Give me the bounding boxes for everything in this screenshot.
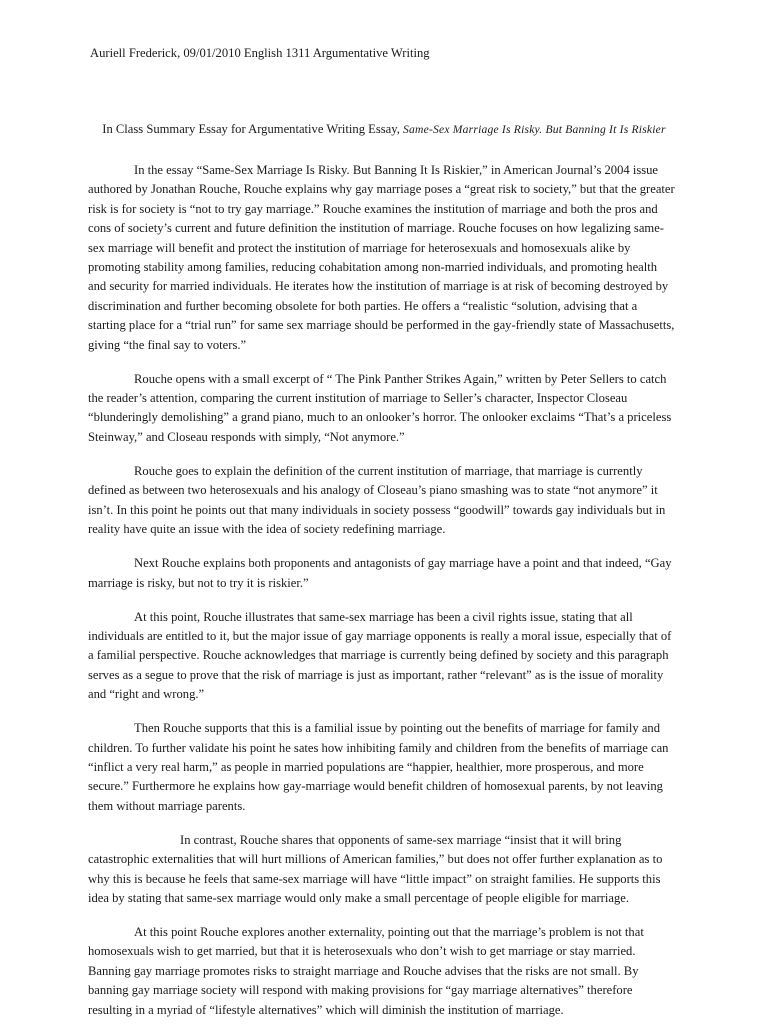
paragraph-6: Then Rouche supports that this is a familial issue by pointing out the benefits of marriage for family and children. To further validate his point he sates how inhibiting family and children from the benefits of marriage can “inflict a very real harm,” as people in married populations are “happier, healthier, more prosperous, and more secure.” Furthermore he explains how gay-marriage would benefit children of homosexual parents, by not leaving them without marriage parents. xyxy=(88,721,669,813)
paragraph-4: Next Rouche explains both proponents and antagonists of gay marriage have a point and that indeed, “Gay marriage is risky, but not to try it is riskier.” xyxy=(88,556,672,590)
essay-title xyxy=(88,120,680,139)
paragraph-8: At this point Rouche explores another externality, pointing out that the marriage’s problem is not that homosexuals wish to get married, but that it is heterosexuals who don’t wish to get marriage or stay married. Banning gay marriage promotes risks to straight marriage and Rouche advises that the risks are not small. By banning gay marriage society will respond with making provisions for “gay marriage alternatives” therefore resulting in a myriad of “lifestyle alternatives” which will diminish the institution of marriage. xyxy=(88,924,644,1017)
paragraph-2: Rouche opens with a small excerpt of “ The Pink Panther Strikes Again,” written by Peter Sellers to catch the reader’s attention, comparing the current institution of marriage to Seller’s character, Inspector Closeau “blunderingly demolishing” a grand piano, much to an onlooker’s horror. The onlooker exclaims “That’s a priceless Steinway,” and Closeau responds with simply, “Not anymore.” xyxy=(88,371,672,444)
title-plain-text: In Class Summary Essay for Argumentative Writing Essay, xyxy=(102,122,404,136)
document-header: Auriell Frederick, 09/01/2010 English 1311 Argumentative Writing xyxy=(90,46,430,60)
paragraph-7: In contrast, Rouche shares that opponents of same-sex marriage “insist that it will bring catastrophic externalities that will hurt millions of American families,” but does not offer further explanation as to why this is because he feels that same-sex marriage will have “little impact” on straight families. He supports this idea by stating that same-sex marriage would only make a small percentage of people eligible for marriage. xyxy=(88,832,663,905)
essay-body xyxy=(88,161,678,1035)
title-italic-text: Same-Sex Marriage Is Risky. But Banning It Is Riskier xyxy=(403,123,666,136)
paragraph-1: In the essay “Same-Sex Marriage Is Risky. But Banning It Is Riskier,” in American Journal’s 2004 issue authored by Jonathan Rouche, Rouche explains why gay marriage poses a “great risk to society,” but that the greater risk is for society is “not to try gay marriage.” Rouche examines the institution of marriage and both the pros and cons of society’s current and future definition the institution of marriage. Rouche focuses on how legalizing same-sex marriage will benefit and protect the institution of marriage for heterosexuals and homosexuals alike by promoting stability among families, reducing cohabitation among non-married individuals, and promoting health and security for married individuals. He iterates how the institution of marriage is at risk of becoming destroyed by discrimination and further becoming obsolete for both parties. He offers a “realistic “solution, advising that a starting place for a “trial run” for same sex marriage should be performed in the gay-friendly state of Massachusetts, giving “the final say to voters.” xyxy=(88,163,675,352)
paragraph-5: At this point, Rouche illustrates that same-sex marriage has been a civil rights issue, stating that all individuals are entitled to it, but the major issue of gay marriage opponents is really a moral issue, especially that of a familial perspective. Rouche acknowledges that marriage is currently being defined by society and this paragraph serves as a segue to prove that the risk of marriage is just as important, rather “relevant” as is the issue of morality and “right and wrong.” xyxy=(88,609,672,702)
paragraph-3: Rouche goes to explain the definition of the current institution of marriage, that marriage is currently defined as between two heterosexuals and his analogy of Closeau’s piano smashing was to state “not anymore” it isn’t. In this point he points out that many individuals in society possess “goodwill” towards gay individuals but in reality have quite an issue with the idea of society redefining marriage. xyxy=(88,463,666,537)
